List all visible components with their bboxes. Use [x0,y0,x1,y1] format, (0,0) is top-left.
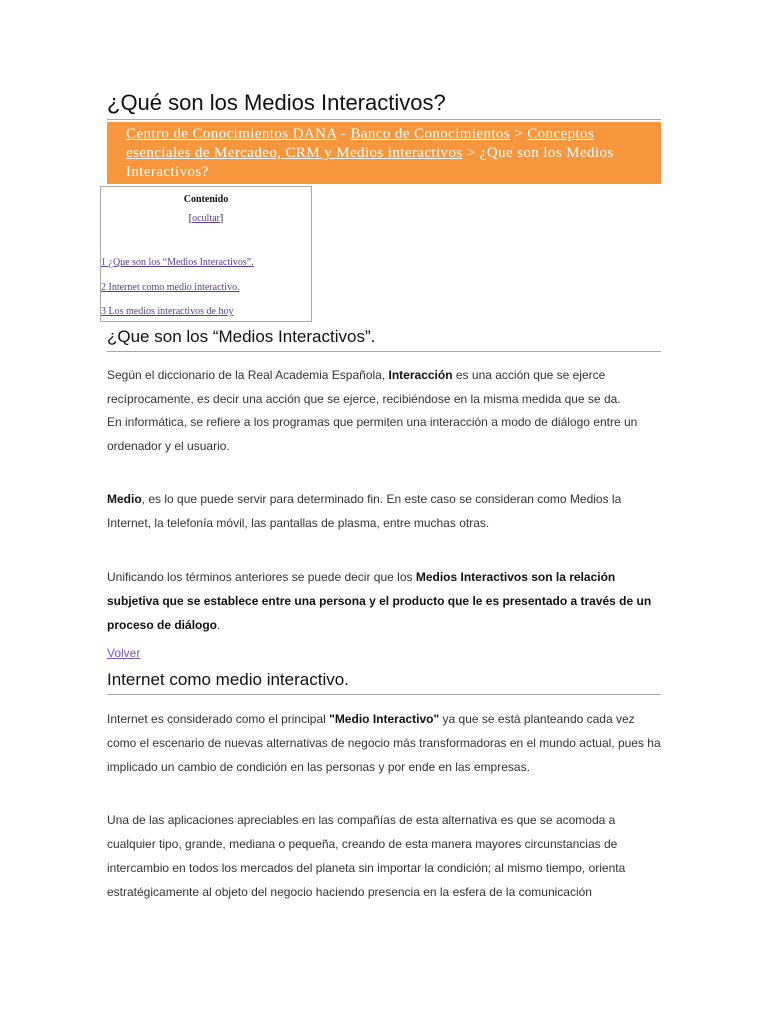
toc-item-3[interactable]: 3 Los medios interactivos de hoy [101,306,234,317]
text: , es lo que puede servir para determinado fin. En este caso se consideran como Medios la Internet, la telefonía móvil, las pantallas de plasma, entre muchas otras. [107,492,622,530]
breadcrumb-link-concepts[interactable]: Conceptos esenciales de Mercadeo, CRM y Medios interactivos [126,126,595,161]
breadcrumb-separator: - [336,126,351,142]
paragraph [107,363,661,411]
toc-hide-link[interactable]: ocultar [192,213,220,224]
toc-bracket: ] [219,213,224,224]
breadcrumb-link-dana[interactable]: Centro de Conocimientos DANA [126,126,337,142]
toc-bracket: [ [188,213,193,224]
bold-term: Medios Interactivos son la relación subjetiva que se establece entre una persona y el producto que le es presentado a través de un proceso de diálogo [107,570,652,632]
toc-toggle [101,213,311,224]
text: Internet es considerado como el principal [107,712,330,726]
bold-term: Medio [107,492,142,506]
bold-term: Interacción [388,368,453,382]
text: Unificando los términos anteriores se puede decir que los [107,570,416,584]
back-link[interactable]: Volver [107,646,141,660]
text: es una acción que se ejerce recíprocamente, es decir una acción que se ejerce, recibiéndose en la misma medida que se da. [107,368,621,406]
page-title: ¿Qué son los Medios Interactivos? [107,90,661,120]
breadcrumb-current: ¿Que son los Medios Interactivos? [126,145,614,180]
toc-item-1[interactable]: 1 ¿Que son los “Medios Interactivos”. [101,257,254,268]
paragraph [107,707,661,779]
paragraph [107,487,661,535]
breadcrumb [107,122,661,184]
breadcrumb-separator: > [462,145,480,161]
section-heading-internet: Internet como medio interactivo. [107,670,661,695]
text: . [217,618,221,632]
breadcrumb-separator: > [510,126,528,142]
paragraph: Una de las aplicaciones apreciables en las compañías de esta alternativa es que se acomoda a cualquier tipo, grande, mediana o pequeña, creando de esta manera mayores circunstancias de intercambio en todos los mercados del planeta sin importar la condición; al mismo tiempo, orienta estratégicamente al objeto del negocio haciendo presencia en la esfera de la comunicación [107,813,626,899]
text: ya que se está planteando cada vez como el escenario de nuevas alternativas de negocio más transformadoras en el mundo actual, pues ha implicado un cambio de condición en las personas y por ende en las empresas. [107,712,661,774]
table-of-contents [100,186,312,322]
paragraph: En informática, se refiere a los programas que permiten una interacción a modo de diálogo entre un ordenador y el usuario. [107,415,638,453]
toc-title: Contenido [183,194,229,205]
toc-item-2[interactable]: 2 Internet como medio interactivo. [101,282,240,293]
text: Según el diccionario de la Real Academia Española, [107,368,389,382]
breadcrumb-link-knowledge-bank[interactable]: Banco de Conocimientos [350,126,511,142]
paragraph [107,565,661,637]
section-heading-medios: ¿Que son los “Medios Interactivos”. [107,327,661,352]
bold-term: "Medio Interactivo" [329,712,440,726]
